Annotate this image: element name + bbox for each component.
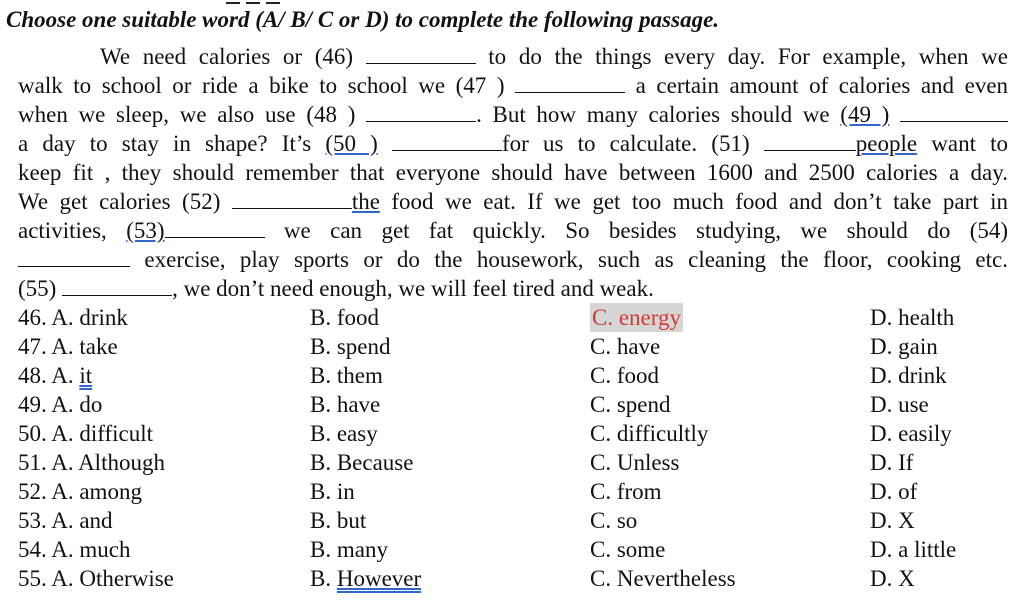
options-row-55: [18, 564, 1018, 593]
passage-text: activities,: [18, 218, 107, 243]
passage-text: (55): [18, 276, 57, 301]
option-b[interactable]: B. in: [310, 479, 355, 504]
passage-line-3: [18, 100, 1008, 129]
cropped-text-fragment: [226, 0, 306, 4]
question-number-53: (53): [126, 218, 165, 243]
blank-46[interactable]: [366, 43, 476, 64]
options-row-48: [18, 361, 1018, 390]
option-b[interactable]: B. food: [310, 305, 379, 330]
passage-text: when we sleep, we also use (48 ): [18, 102, 356, 127]
option-b[interactable]: B. but: [310, 508, 367, 533]
blank-49[interactable]: [900, 101, 1008, 122]
option-d[interactable]: D. health: [870, 305, 955, 330]
passage-text: want to: [931, 131, 1009, 156]
options-row-49: [18, 390, 1018, 419]
passage-text: We need calories or (46): [100, 44, 354, 69]
option-b[interactable]: B. have: [310, 392, 381, 417]
options-row-46: [18, 303, 1018, 332]
blank-54[interactable]: [18, 246, 130, 267]
passage-line-9: [18, 274, 1008, 303]
option-d[interactable]: D. X: [870, 566, 915, 591]
option-d[interactable]: D. If: [870, 450, 914, 475]
options-row-51: [18, 448, 1018, 477]
option-a[interactable]: 54. A. much: [18, 537, 131, 562]
option-c[interactable]: C. from: [590, 479, 662, 504]
passage-text: . But how many calories should we: [476, 102, 830, 127]
option-c[interactable]: C. difficultly: [590, 421, 709, 446]
option-a[interactable]: 55. A. Otherwise: [18, 566, 174, 591]
blank-51[interactable]: [764, 130, 856, 151]
option-d[interactable]: D. gain: [870, 334, 938, 359]
options-row-54: [18, 535, 1018, 564]
passage-text: We get calories (52): [18, 189, 221, 214]
option-b[interactable]: B. spend: [310, 334, 391, 359]
passage-line-2: [18, 71, 1008, 100]
option-b[interactable]: B. them: [310, 363, 383, 388]
passage-line-1: [18, 42, 1008, 71]
passage-text: we can get fat quickly. So besides studying, we should do (54): [283, 218, 1009, 243]
option-word: However: [336, 566, 422, 591]
option-d[interactable]: D. X: [870, 508, 915, 533]
option-a[interactable]: 50. A. difficult: [18, 421, 154, 446]
option-a[interactable]: 52. A. among: [18, 479, 142, 504]
passage-text: for us to calculate. (51): [502, 131, 750, 156]
option-c[interactable]: C. spend: [590, 392, 671, 417]
blank-53[interactable]: [165, 217, 265, 238]
options-row-53: [18, 506, 1018, 535]
option-d[interactable]: D. use: [870, 392, 929, 417]
option-b[interactable]: B. Because: [310, 450, 414, 475]
passage-text: keep fit , they should remember that everyone should have between 1600 and 2500 calories a day.: [18, 160, 1008, 185]
options-row-50: [18, 419, 1018, 448]
passage-text: a certain amount of calories and even: [635, 73, 1009, 98]
option-c[interactable]: C. have: [590, 334, 661, 359]
option-c[interactable]: C. Nevertheless: [590, 566, 736, 591]
passage-line-7: [18, 216, 1008, 245]
option-d[interactable]: D. drink: [870, 363, 947, 388]
passage-text: walk to school or ride a bike to school we (47 ): [18, 73, 505, 98]
option-c[interactable]: C. Unless: [590, 450, 680, 475]
passage-line-5: [18, 158, 1008, 187]
option-b[interactable]: [310, 564, 421, 593]
passage-text: to do the things every day. For example, when we: [488, 44, 1008, 69]
blank-48[interactable]: [366, 101, 476, 122]
passage-line-8: [18, 245, 1008, 274]
option-c[interactable]: C. so: [590, 508, 638, 533]
passage-line-4: [18, 129, 1008, 158]
passage-line-6: [18, 187, 1008, 216]
option-a[interactable]: 53. A. and: [18, 508, 113, 533]
option-b[interactable]: B. many: [310, 537, 388, 562]
option-word: it: [79, 363, 93, 388]
option-a[interactable]: 46. A. drink: [18, 305, 128, 330]
passage-text: food we eat. If we get too much food and don’t take part in: [391, 189, 1008, 214]
option-c[interactable]: C. food: [590, 363, 659, 388]
option-a[interactable]: [18, 361, 92, 390]
option-letter: B.: [310, 566, 332, 591]
blank-47[interactable]: [515, 72, 625, 93]
question-number-50: (50 ): [325, 131, 378, 156]
option-d[interactable]: D. easily: [870, 421, 952, 446]
option-c[interactable]: C. some: [590, 537, 666, 562]
proof-word-people: people: [855, 131, 918, 156]
blank-55[interactable]: [62, 275, 172, 296]
question-number-49: (49 ): [840, 102, 890, 127]
option-c-highlighted[interactable]: C. energy: [592, 305, 682, 330]
passage-text: exercise, play sports or do the housework, such as cleaning the floor, cooking etc.: [144, 247, 1008, 272]
option-a[interactable]: 47. A. take: [18, 334, 118, 359]
option-number: 48. A.: [18, 363, 74, 388]
option-b[interactable]: B. easy: [310, 421, 378, 446]
blank-50[interactable]: [392, 130, 502, 151]
option-d[interactable]: D. of: [870, 479, 918, 504]
option-a[interactable]: 49. A. do: [18, 392, 103, 417]
options-row-52: [18, 477, 1018, 506]
passage-text: , we don’t need enough, we will feel tired and weak.: [172, 276, 654, 301]
instruction-heading: Choose one suitable word (A/ B/ C or D) to complete the following passage.: [6, 7, 720, 32]
passage-text: a day to stay in shape? It’s: [18, 131, 312, 156]
proof-word-the: the: [351, 189, 380, 214]
option-d[interactable]: D. a little: [870, 537, 957, 562]
option-a[interactable]: 51. A. Although: [18, 450, 165, 475]
options-row-47: [18, 332, 1018, 361]
blank-52[interactable]: [232, 188, 352, 209]
